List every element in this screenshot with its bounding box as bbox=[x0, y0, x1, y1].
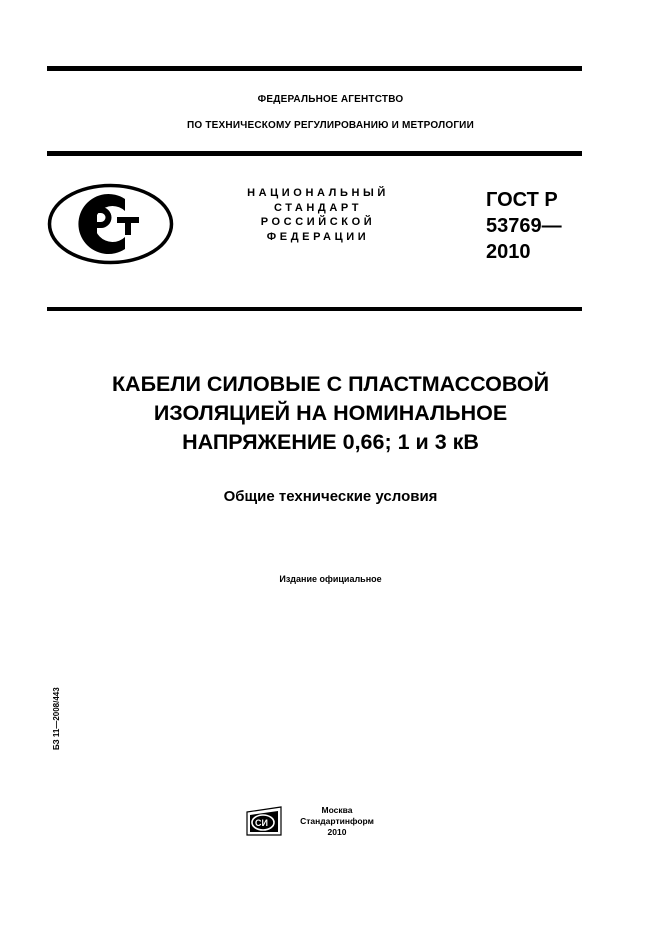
national-standard-line: РОССИЙСКОЙ bbox=[260, 216, 376, 228]
middle-rule bbox=[47, 151, 582, 156]
agency-name-line-2: ПО ТЕХНИЧЕСКОМУ РЕГУЛИРОВАНИЮ И МЕТРОЛОГИИ bbox=[187, 120, 474, 131]
publication-year: 2010 bbox=[327, 827, 347, 837]
publisher-name: Стандартинформ bbox=[300, 816, 374, 826]
bottom-rule bbox=[47, 307, 582, 311]
national-standard-line: СТАНДАРТ bbox=[273, 201, 363, 214]
designation-line: ГОСТ Р bbox=[486, 189, 558, 211]
side-registration-code: БЗ 11—2008/443 bbox=[52, 687, 61, 750]
svg-text:СИ: СИ bbox=[255, 818, 268, 828]
title-line: КАБЕЛИ СИЛОВЫЕ С ПЛАСТМАССОВОЙ bbox=[111, 372, 550, 396]
agency-name-line-1: ФЕДЕРАЛЬНОЕ АГЕНТСТВО bbox=[257, 94, 404, 105]
document-title bbox=[0, 370, 661, 457]
gost-r-logo-icon bbox=[47, 183, 174, 265]
designation-line: 2010 bbox=[486, 241, 531, 263]
national-standard-label bbox=[232, 186, 404, 244]
standard-designation bbox=[486, 187, 562, 265]
edition-label: Издание официальное bbox=[279, 574, 382, 584]
publisher-imprint bbox=[292, 805, 382, 838]
title-line: НАПРЯЖЕНИЕ 0,66; 1 и 3 кВ bbox=[182, 430, 479, 454]
standartinform-logo-icon bbox=[246, 806, 282, 836]
national-standard-line: НАЦИОНАЛЬНЫЙ bbox=[247, 187, 389, 199]
national-standard-line: ФЕДЕРАЦИИ bbox=[266, 230, 370, 243]
designation-line: 53769— bbox=[486, 215, 562, 237]
publisher-city: Москва bbox=[321, 805, 353, 815]
top-rule bbox=[47, 66, 582, 71]
title-line: ИЗОЛЯЦИЕЙ НА НОМИНАЛЬНОЕ bbox=[153, 401, 508, 425]
document-subtitle: Общие технические условия bbox=[223, 488, 438, 505]
